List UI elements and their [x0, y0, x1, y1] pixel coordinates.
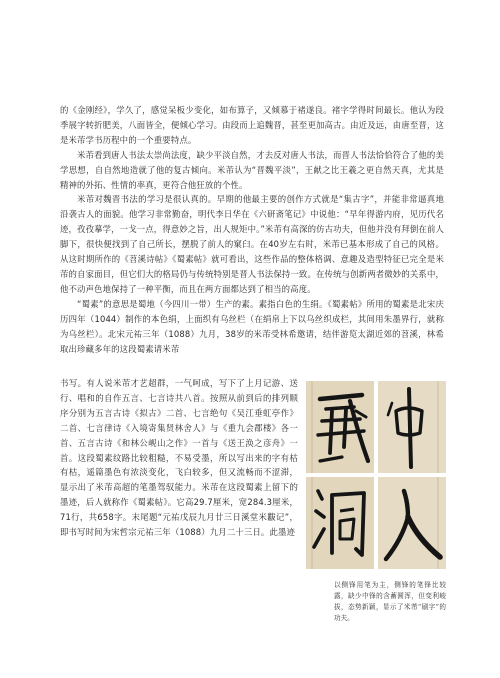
calligraphy-detail-figure — [306, 381, 446, 569]
paragraph: 米芾看到唐人书法太崇尚法度，缺少平淡自然，才去反对唐人书法，而晋人书法恰恰符合了他的美学思想，自自然地造就了他的复古倾向。米芾认为“晋魏平淡”，王献之比王羲之更自然天真，尤其是精神的外拓、性情的率真，更符合他狂放的个性。 — [60, 149, 444, 190]
paragraph: “蜀素”的意思是蜀地（今四川一带）生产的素。素指白色的生绢。《蜀素帖》所用的蜀素是北宋庆历四年（1044）制作的本色绢，上面织有乌丝栏（在绢帛上下以乌丝织成栏，其间用朱墨界行，就称为乌丝栏）。北宋元祐三年（1088）九月，38岁的米芾受林希邀请，结伴游览太湖近郊的苕溪，林希取出珍藏多年的这段蜀素请米芾 — [60, 298, 444, 354]
body-text-left-column — [60, 376, 298, 540]
calligraphy-detail-image — [378, 381, 446, 473]
body-text-top — [60, 103, 444, 356]
calligraphy-detail-image — [378, 477, 446, 569]
paragraph-continuation: 的《金刚经》，学久了，感觉呆板少变化，如布算子，又倾慕于褚遂良。褚字学得时间最长。他认为段季展字转折肥美，八面皆全，便倾心学习。由段而上追魏晋，甚至更加高古。由近及远，由唐至晋，这是米芾学书历程中的一个重要特点。 — [60, 105, 444, 145]
figure-caption: 以侧锋用笔为主，侧锋的笔锋比较露，缺少中锋的含蓄圆浑，但变利峻拔，态势新颖，显示了米芾“刷字”的功夫。 — [334, 581, 446, 622]
paragraph-continuation: 书写。有人说米芾才艺超群，一气呵成，写下了上月记游、送行、唱和的自作五言、七言诗共八首。按照从前到后的排列顺序分别为五言古诗《拟古》二首、七言绝句《吴江垂虹亭作》二首、七言律诗《入境寄集贤林舍人》与《重九会郡楼》各一首、五言古诗《和林公岘山之作》一首与《送王涣之彦舟》一首。这段蜀素纹路比较粗糙，不易受墨，所以写出来的字有枯有枯，遥篇墨色有浓淡变化，飞白较多，但又流畅而不涩滞，显示出了米芾高超的笔墨驾驭能力。米芾在这段蜀素上留下的墨迹，后人就称作《蜀素帖》。它高29.7厘米，宽284.3厘米，71行，共658字。末尾题“元祐戊辰九月廿三日溪堂米黻记”，即书写时间为宋哲宗元祐三年（1088）九月二十三日。此墨迹 — [60, 378, 298, 538]
paragraph: 米芾对魏晋书法的学习是很认真的。早期的他最主要的创作方式就是“集古字”，并能非常逼真地沿袭古人的面貌。他学习非常勤奋，明代李日华在《六研斋笔记》中说他：“早年得游内府，见历代名迹，孜孜摹学，一戈一点，得意妙之旨，出人规矩中。”米芾有高深的仿古功夫，但他并没有拜倒在前人脚下，很快便找到了自己所长，摆脱了前人的窠臼。在40岁左右时，米芾已基本形成了自己的风格。从这时期所作的《苕溪诗帖》《蜀素帖》就可看出，这些作品的整体格调、意趣及造型特征已完全是米芾的自家面目，但它们大的格局仍与传统特别是晋人书法保持一致。在传统与创新两者微妙的关系中，他不动声色地保持了一种平衡，而且在两方面都达到了相当的高度。 — [60, 194, 444, 294]
calligraphy-detail-image — [306, 381, 374, 473]
calligraphy-detail-image — [306, 477, 374, 569]
